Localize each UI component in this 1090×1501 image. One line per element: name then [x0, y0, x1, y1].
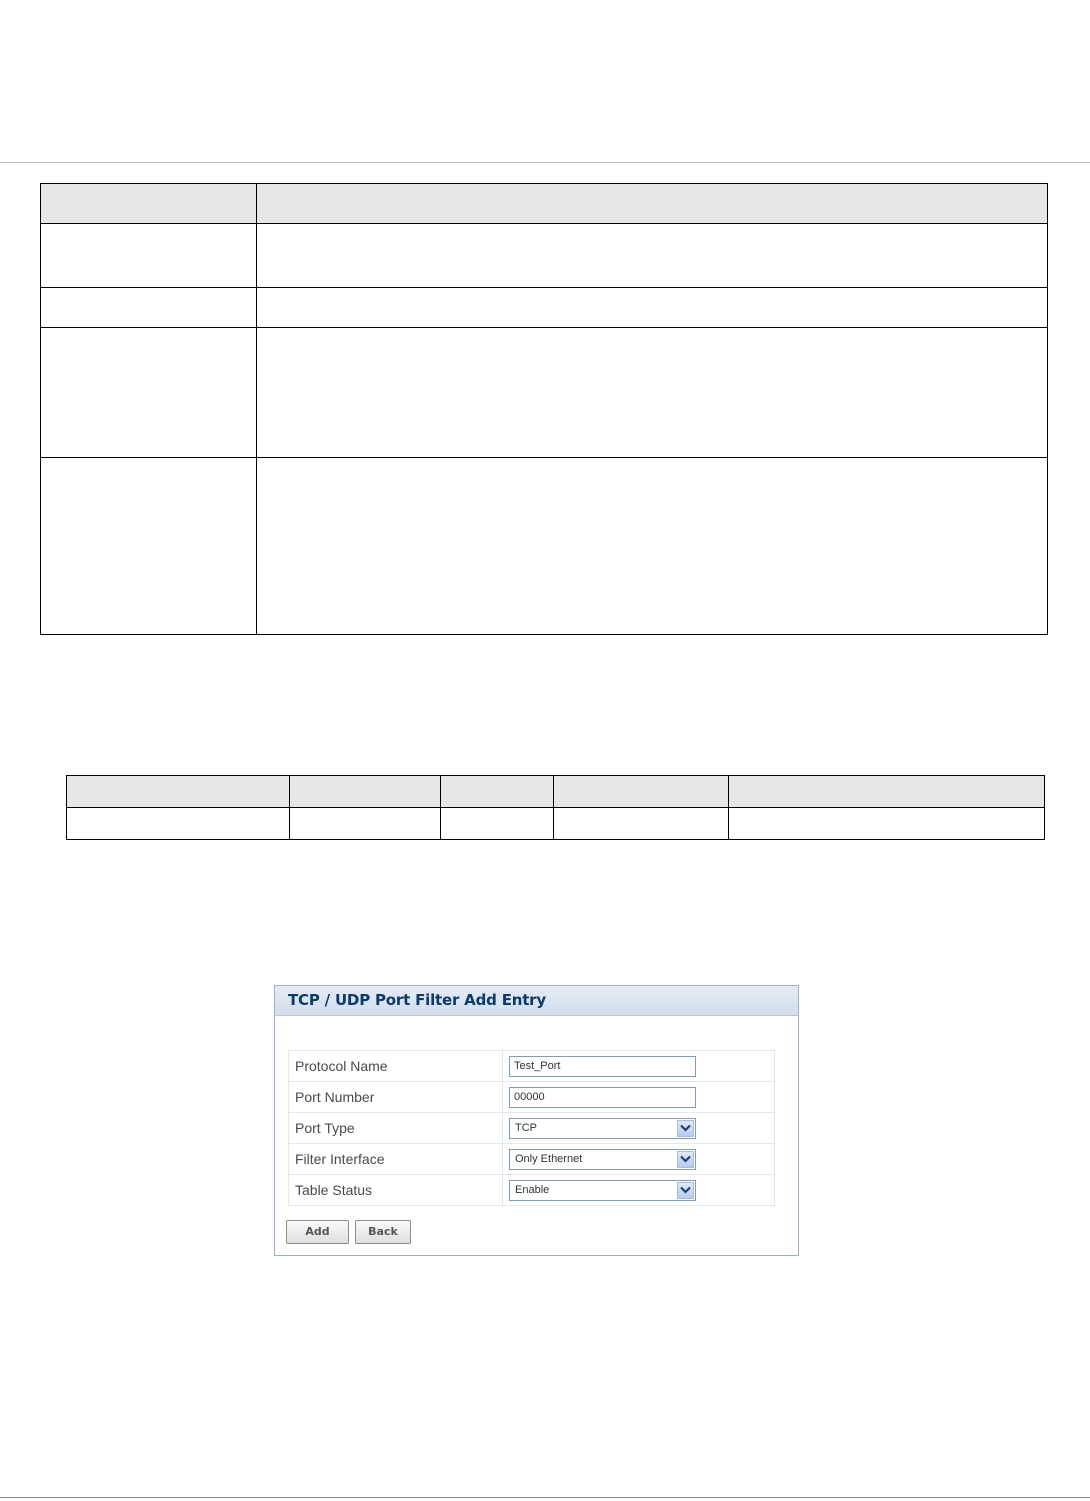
table-cell: [257, 328, 1048, 458]
example-table: [66, 775, 1045, 840]
field-value-cell: [503, 1051, 775, 1082]
field-label: Protocol Name: [289, 1051, 503, 1082]
select-value: Enable: [515, 1183, 550, 1196]
port-number-input[interactable]: [509, 1087, 696, 1108]
table-cell: [41, 458, 257, 635]
table-cell: [67, 808, 290, 840]
table-cell: [729, 808, 1045, 840]
field-label: Port Type: [289, 1113, 503, 1144]
field-value-cell: [503, 1175, 775, 1206]
table-cell: [41, 328, 257, 458]
back-button[interactable]: Back: [355, 1220, 411, 1244]
description-table: [40, 183, 1048, 635]
field-value-cell: [503, 1113, 775, 1144]
table-row: [41, 458, 1048, 635]
table-cell: [257, 458, 1048, 635]
port-type-select[interactable]: [509, 1118, 696, 1139]
field-label: Filter Interface: [289, 1144, 503, 1175]
panel-title: TCP / UDP Port Filter Add Entry: [275, 986, 798, 1016]
filter-interface-select[interactable]: [509, 1149, 696, 1170]
table-header-cell: [67, 776, 290, 808]
table-row: [41, 288, 1048, 328]
table-row: [67, 808, 1045, 840]
table-cell: [554, 808, 729, 840]
field-label: Table Status: [289, 1175, 503, 1206]
chevron-down-icon[interactable]: [677, 1151, 694, 1168]
table-cell: [41, 288, 257, 328]
table-header-cell: [290, 776, 441, 808]
chevron-down-icon[interactable]: [677, 1182, 694, 1199]
form-row-filter-interface: [289, 1144, 775, 1175]
form-row-port-type: [289, 1113, 775, 1144]
table-cell: [441, 808, 554, 840]
field-value-cell: [503, 1144, 775, 1175]
entry-form: [288, 1050, 775, 1206]
table-header-cell: [729, 776, 1045, 808]
chevron-down-icon[interactable]: [677, 1120, 694, 1137]
add-button[interactable]: Add: [286, 1220, 349, 1244]
table-header-cell: [41, 184, 257, 224]
example-table-header: [67, 776, 1045, 808]
footer-rule: [0, 1497, 1090, 1498]
table-status-select[interactable]: [509, 1180, 696, 1201]
field-value-cell: [503, 1082, 775, 1113]
select-value: TCP: [515, 1121, 537, 1134]
header-rule: [0, 162, 1090, 163]
table-header-cell: [257, 184, 1048, 224]
field-label: Port Number: [289, 1082, 503, 1113]
protocol-name-input[interactable]: [509, 1056, 696, 1077]
table-cell: [257, 288, 1048, 328]
table-cell: [41, 224, 257, 288]
select-value: Only Ethernet: [515, 1152, 583, 1165]
table-row: [41, 224, 1048, 288]
form-row-protocol-name: [289, 1051, 775, 1082]
table-cell: [257, 224, 1048, 288]
table-header-cell: [441, 776, 554, 808]
port-filter-add-entry-panel: [274, 985, 799, 1256]
description-table-header: [41, 184, 1048, 224]
form-row-table-status: [289, 1175, 775, 1206]
table-row: [41, 328, 1048, 458]
table-header-cell: [554, 776, 729, 808]
form-row-port-number: [289, 1082, 775, 1113]
table-cell: [290, 808, 441, 840]
